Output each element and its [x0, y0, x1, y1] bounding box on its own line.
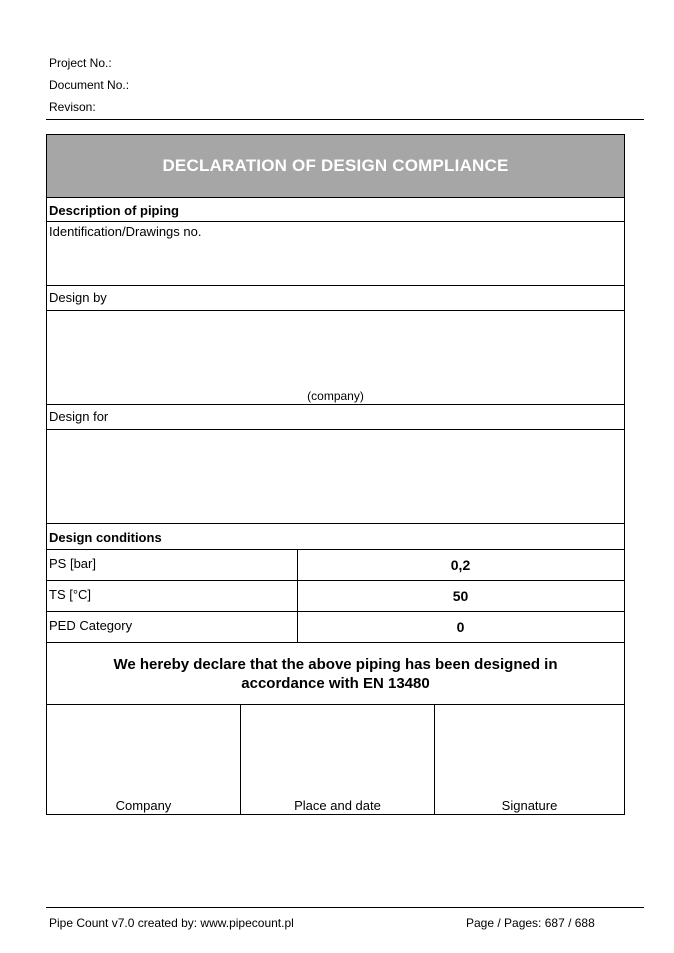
- condition-label: PS [bar]: [49, 556, 96, 571]
- declaration-form: [46, 134, 625, 815]
- condition-row-ps: [47, 550, 624, 581]
- revision-label: Revison:: [49, 100, 96, 114]
- company-hint: (company): [307, 389, 364, 403]
- condition-value: 50: [452, 588, 469, 604]
- design-by-field: [47, 311, 624, 405]
- company-signature-box: [47, 705, 241, 814]
- project-number-label: Project No.:: [49, 56, 112, 70]
- design-for-field: [47, 430, 624, 524]
- condition-label: TS [°C]: [49, 587, 92, 602]
- declaration-line-1: We hereby declare that the above piping has been designed in: [113, 655, 558, 673]
- page-counter: Page / Pages: 687 / 688: [466, 916, 595, 930]
- condition-row-ped: [47, 612, 624, 643]
- form-title: DECLARATION OF DESIGN COMPLIANCE: [162, 156, 509, 175]
- identification-field: [47, 222, 624, 286]
- description-heading: Description of piping: [49, 203, 179, 218]
- design-for-label: Design for: [49, 409, 109, 424]
- design-for-row: [47, 405, 624, 430]
- condition-value: 0: [456, 619, 465, 635]
- document-number-label: Document No.:: [49, 78, 130, 92]
- description-section: [47, 198, 624, 222]
- declaration-statement: [47, 643, 624, 705]
- header-divider: [46, 119, 644, 120]
- company-caption: Company: [115, 798, 172, 813]
- design-by-label: Design by: [49, 290, 107, 305]
- condition-value: 0,2: [450, 557, 471, 573]
- signature-row: [47, 705, 624, 814]
- footer-divider: [46, 907, 644, 908]
- design-conditions-section: [47, 524, 624, 550]
- place-date-box: [241, 705, 435, 814]
- form-title-band: [47, 135, 624, 198]
- design-by-row: [47, 286, 624, 311]
- declaration-line-2: accordance with EN 13480: [241, 674, 430, 692]
- signature-caption: Signature: [501, 798, 558, 813]
- footer-credit: Pipe Count v7.0 created by: www.pipecount.pl: [49, 916, 294, 930]
- identification-label: Identification/Drawings no.: [49, 224, 202, 239]
- condition-row-ts: [47, 581, 624, 612]
- place-date-caption: Place and date: [294, 798, 381, 813]
- signature-box: [435, 705, 624, 814]
- condition-label: PED Category: [49, 618, 133, 633]
- design-conditions-heading: Design conditions: [49, 530, 162, 545]
